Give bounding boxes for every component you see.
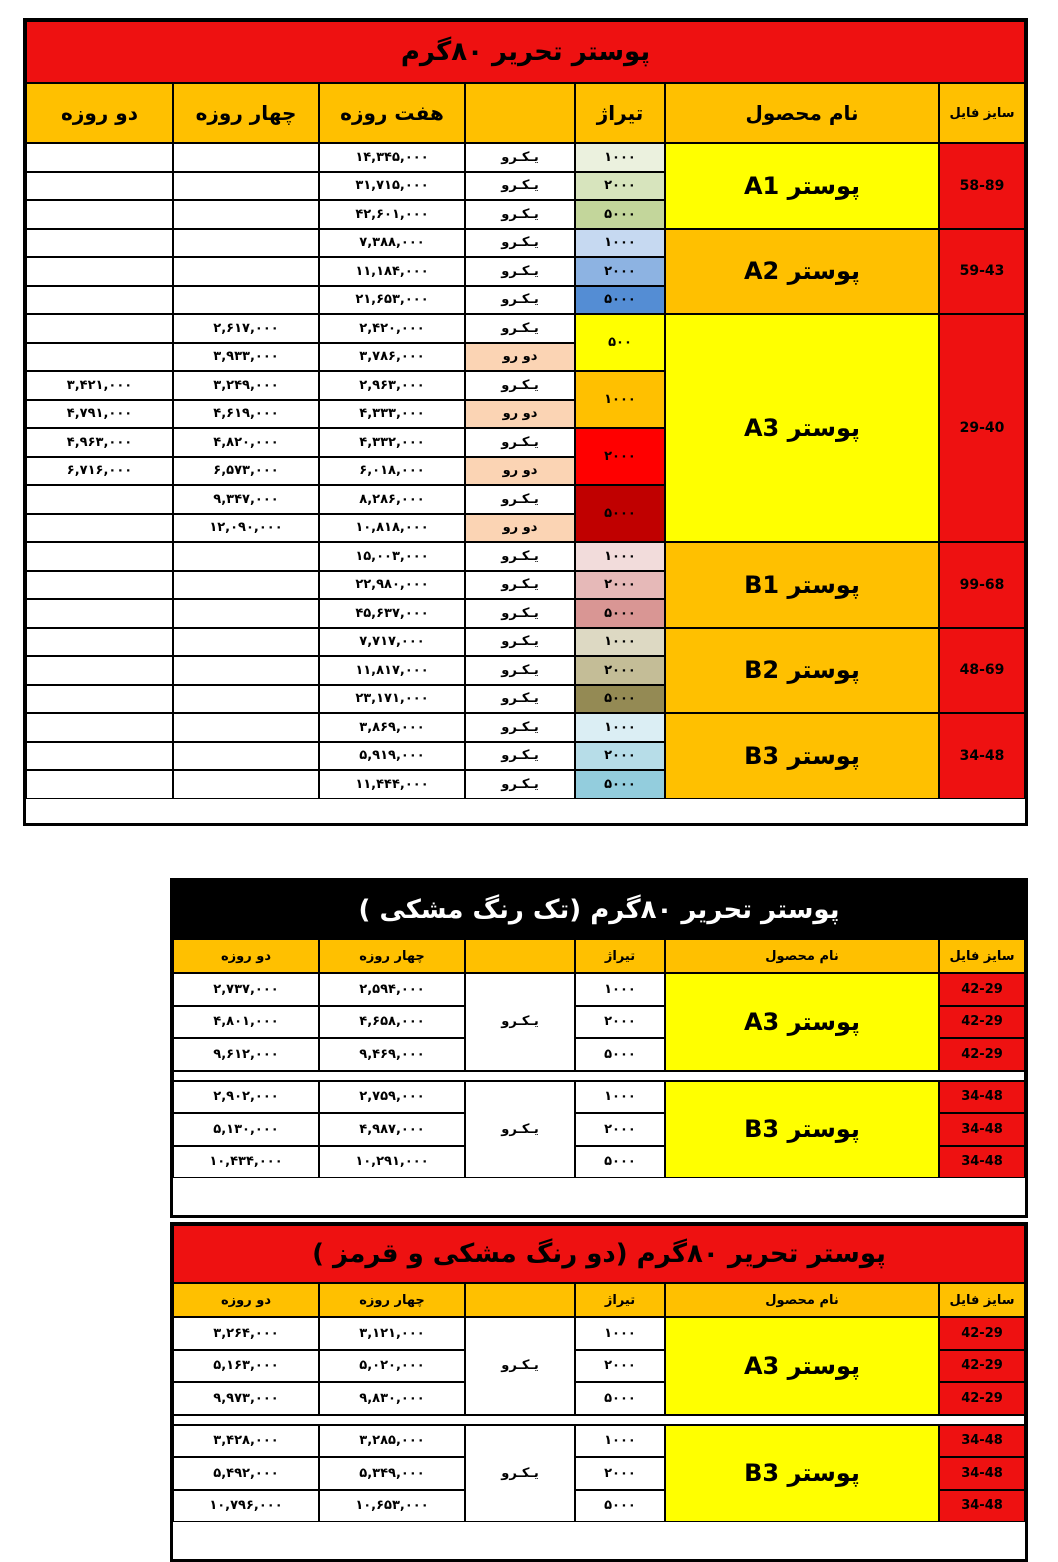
- print-side: یـکـرو: [465, 1081, 575, 1179]
- price-two-day: [26, 314, 173, 343]
- price-seven-day: ۲۱,۶۵۳,۰۰۰: [319, 286, 465, 315]
- price-two-day: ۹,۶۱۲,۰۰۰: [173, 1038, 319, 1071]
- table-title: پوستر تحریر ۸۰گرم: [26, 21, 1025, 83]
- table-title: پوستر تحریر ۸۰گرم (دو رنگ مشکی و قرمز ): [173, 1225, 1025, 1283]
- product-name: پوستر A3: [665, 1317, 939, 1415]
- print-side: دو رو: [465, 514, 575, 543]
- price-seven-day: ۱۵,۰۰۳,۰۰۰: [319, 542, 465, 571]
- qty-cell: ۲۰۰۰: [575, 1006, 665, 1039]
- price-two-day: [26, 286, 173, 315]
- qty-cell: ۵۰۰۰: [575, 200, 665, 229]
- header-side: [465, 1283, 575, 1317]
- price-seven-day: ۲,۴۲۰,۰۰۰: [319, 314, 465, 343]
- price-two-day: [26, 742, 173, 771]
- price-two-day: [26, 713, 173, 742]
- price-table-single-black: [170, 878, 1028, 1218]
- print-side: یـکـرو: [465, 143, 575, 172]
- qty-cell: ۵۰۰۰: [575, 485, 665, 542]
- price-four-day: [173, 229, 319, 258]
- price-seven-day: ۳,۸۶۹,۰۰۰: [319, 713, 465, 742]
- price-two-day: [26, 143, 173, 172]
- price-seven-day: ۱۱,۴۴۴,۰۰۰: [319, 770, 465, 799]
- file-size: 34-48: [939, 1081, 1025, 1114]
- price-seven-day: ۲,۹۶۳,۰۰۰: [319, 371, 465, 400]
- header-four-day: چهار روزه: [319, 1283, 465, 1317]
- price-two-day: ۱۰,۷۹۶,۰۰۰: [173, 1490, 319, 1523]
- file-size: 42-29: [939, 1038, 1025, 1071]
- file-size: 42-29: [939, 1382, 1025, 1415]
- price-two-day: ۴,۸۰۱,۰۰۰: [173, 1006, 319, 1039]
- header-four-day: چهار روزه: [173, 83, 319, 143]
- qty-cell: ۲۰۰۰: [575, 1113, 665, 1146]
- print-side: یـکـرو: [465, 685, 575, 714]
- price-two-day: [26, 656, 173, 685]
- print-side: یـکـرو: [465, 1317, 575, 1415]
- price-seven-day: ۱۴,۳۴۵,۰۰۰: [319, 143, 465, 172]
- price-two-day: ۴,۹۶۳,۰۰۰: [26, 428, 173, 457]
- price-two-day: ۵,۴۹۲,۰۰۰: [173, 1457, 319, 1490]
- price-table-black-red: [170, 1222, 1028, 1562]
- price-seven-day: ۷,۷۱۷,۰۰۰: [319, 628, 465, 657]
- product-name: پوستر B1: [665, 542, 939, 628]
- price-four-day: ۴,۸۲۰,۰۰۰: [173, 428, 319, 457]
- price-four-day: [173, 742, 319, 771]
- price-four-day: ۳,۲۸۵,۰۰۰: [319, 1425, 465, 1458]
- print-side: یـکـرو: [465, 286, 575, 315]
- price-four-day: ۳,۹۳۳,۰۰۰: [173, 343, 319, 372]
- price-four-day: ۵,۳۴۹,۰۰۰: [319, 1457, 465, 1490]
- price-two-day: [26, 685, 173, 714]
- price-two-day: ۲,۹۰۲,۰۰۰: [173, 1081, 319, 1114]
- header-file-size: سایز فایل: [939, 1283, 1025, 1317]
- file-size: 34-48: [939, 1146, 1025, 1179]
- price-four-day: ۹,۳۴۷,۰۰۰: [173, 485, 319, 514]
- header-file-size: سایز فایل: [939, 83, 1025, 143]
- file-size: 42-29: [939, 1317, 1025, 1350]
- qty-cell: ۵۰۰۰: [575, 1382, 665, 1415]
- header-product: نام محصول: [665, 939, 939, 973]
- price-seven-day: ۱۱,۱۸۴,۰۰۰: [319, 257, 465, 286]
- price-four-day: [173, 542, 319, 571]
- price-four-day: ۱۰,۲۹۱,۰۰۰: [319, 1146, 465, 1179]
- header-qty: تیراژ: [575, 83, 665, 143]
- header-two-day: دو روزه: [173, 1283, 319, 1317]
- file-size: 29-40: [939, 314, 1025, 542]
- price-seven-day: ۶,۰۱۸,۰۰۰: [319, 457, 465, 486]
- price-two-day: ۳,۲۶۴,۰۰۰: [173, 1317, 319, 1350]
- price-two-day: [26, 172, 173, 201]
- price-four-day: ۲,۵۹۴,۰۰۰: [319, 973, 465, 1006]
- price-seven-day: ۲۲,۹۸۰,۰۰۰: [319, 571, 465, 600]
- price-four-day: ۹,۴۶۹,۰۰۰: [319, 1038, 465, 1071]
- file-size: 34-48: [939, 1490, 1025, 1523]
- table-title: پوستر تحریر ۸۰گرم (تک رنگ مشکی ): [173, 881, 1025, 939]
- product-name: پوستر B3: [665, 1081, 939, 1179]
- file-size: 42-29: [939, 1350, 1025, 1383]
- price-four-day: ۹,۸۳۰,۰۰۰: [319, 1382, 465, 1415]
- price-four-day: [173, 599, 319, 628]
- price-seven-day: ۴۵,۶۳۷,۰۰۰: [319, 599, 465, 628]
- price-four-day: ۲,۷۵۹,۰۰۰: [319, 1081, 465, 1114]
- price-seven-day: ۳,۷۸۶,۰۰۰: [319, 343, 465, 372]
- product-name: پوستر A3: [665, 973, 939, 1071]
- file-size: 34-48: [939, 1457, 1025, 1490]
- product-name: پوستر A3: [665, 314, 939, 542]
- qty-cell: ۵۰۰۰: [575, 599, 665, 628]
- price-seven-day: ۱۰,۸۱۸,۰۰۰: [319, 514, 465, 543]
- product-name: پوستر B3: [665, 1425, 939, 1523]
- print-side: یـکـرو: [465, 314, 575, 343]
- print-side: یـکـرو: [465, 571, 575, 600]
- qty-cell: ۵۰۰۰: [575, 1038, 665, 1071]
- print-side: یـکـرو: [465, 542, 575, 571]
- qty-cell: ۲۰۰۰: [575, 742, 665, 771]
- price-two-day: [26, 200, 173, 229]
- qty-cell: ۵۰۰۰: [575, 685, 665, 714]
- print-side: یـکـرو: [465, 200, 575, 229]
- price-four-day: ۴,۶۱۹,۰۰۰: [173, 400, 319, 429]
- price-four-day: [173, 656, 319, 685]
- price-four-day: [173, 770, 319, 799]
- product-name: پوستر B2: [665, 628, 939, 714]
- qty-cell: ۱۰۰۰: [575, 143, 665, 172]
- print-side: یـکـرو: [465, 713, 575, 742]
- price-seven-day: ۷,۳۸۸,۰۰۰: [319, 229, 465, 258]
- qty-cell: ۱۰۰۰: [575, 1081, 665, 1114]
- price-seven-day: ۲۳,۱۷۱,۰۰۰: [319, 685, 465, 714]
- header-two-day: دو روزه: [173, 939, 319, 973]
- print-side: یـکـرو: [465, 229, 575, 258]
- file-size: 99-68: [939, 542, 1025, 628]
- price-two-day: [26, 485, 173, 514]
- print-side: یـکـرو: [465, 371, 575, 400]
- price-two-day: ۹,۹۷۳,۰۰۰: [173, 1382, 319, 1415]
- file-size: 42-29: [939, 1006, 1025, 1039]
- price-seven-day: ۴,۳۳۳,۰۰۰: [319, 400, 465, 429]
- file-size: 59-43: [939, 229, 1025, 315]
- price-two-day: [26, 542, 173, 571]
- price-four-day: [173, 200, 319, 229]
- price-two-day: [26, 599, 173, 628]
- price-four-day: ۳,۱۲۱,۰۰۰: [319, 1317, 465, 1350]
- price-four-day: [173, 257, 319, 286]
- print-side: دو رو: [465, 343, 575, 372]
- price-two-day: [26, 229, 173, 258]
- price-seven-day: ۳۱,۷۱۵,۰۰۰: [319, 172, 465, 201]
- price-four-day: ۵,۰۲۰,۰۰۰: [319, 1350, 465, 1383]
- qty-cell: ۵۰۰۰: [575, 286, 665, 315]
- file-size: 34-48: [939, 1425, 1025, 1458]
- price-two-day: ۴,۷۹۱,۰۰۰: [26, 400, 173, 429]
- print-side: یـکـرو: [465, 257, 575, 286]
- print-side: یـکـرو: [465, 628, 575, 657]
- print-side: دو رو: [465, 400, 575, 429]
- header-product: نام محصول: [665, 83, 939, 143]
- qty-cell: ۱۰۰۰: [575, 713, 665, 742]
- price-two-day: [26, 343, 173, 372]
- file-size: 34-48: [939, 713, 1025, 799]
- price-seven-day: ۱۱,۸۱۷,۰۰۰: [319, 656, 465, 685]
- qty-cell: ۲۰۰۰: [575, 257, 665, 286]
- header-qty: تیراژ: [575, 1283, 665, 1317]
- qty-cell: ۵۰۰: [575, 314, 665, 371]
- qty-cell: ۵۰۰۰: [575, 1490, 665, 1523]
- price-four-day: [173, 571, 319, 600]
- price-two-day: ۲,۷۳۷,۰۰۰: [173, 973, 319, 1006]
- price-four-day: ۱۲,۰۹۰,۰۰۰: [173, 514, 319, 543]
- header-side: [465, 939, 575, 973]
- price-two-day: ۶,۷۱۶,۰۰۰: [26, 457, 173, 486]
- price-two-day: [26, 514, 173, 543]
- price-four-day: [173, 286, 319, 315]
- header-seven-day: هفت روزه: [319, 83, 465, 143]
- price-four-day: [173, 628, 319, 657]
- qty-cell: ۱۰۰۰: [575, 1425, 665, 1458]
- print-side: یـکـرو: [465, 428, 575, 457]
- price-two-day: ۵,۱۳۰,۰۰۰: [173, 1113, 319, 1146]
- price-two-day: ۵,۱۶۳,۰۰۰: [173, 1350, 319, 1383]
- print-side: یـکـرو: [465, 485, 575, 514]
- print-side: یـکـرو: [465, 973, 575, 1071]
- group-separator: [173, 1415, 1025, 1425]
- print-side: یـکـرو: [465, 770, 575, 799]
- print-side: یـکـرو: [465, 599, 575, 628]
- qty-cell: ۲۰۰۰: [575, 1457, 665, 1490]
- price-two-day: ۱۰,۴۳۴,۰۰۰: [173, 1146, 319, 1179]
- price-two-day: [26, 770, 173, 799]
- price-two-day: [26, 628, 173, 657]
- price-four-day: [173, 172, 319, 201]
- qty-cell: ۱۰۰۰: [575, 229, 665, 258]
- qty-cell: ۲۰۰۰: [575, 656, 665, 685]
- price-two-day: [26, 257, 173, 286]
- product-name: پوستر A2: [665, 229, 939, 315]
- price-two-day: ۳,۴۲۱,۰۰۰: [26, 371, 173, 400]
- price-four-day: ۴,۶۵۸,۰۰۰: [319, 1006, 465, 1039]
- price-four-day: [173, 685, 319, 714]
- header-file-size: سایز فایل: [939, 939, 1025, 973]
- file-size: 48-69: [939, 628, 1025, 714]
- print-side: یـکـرو: [465, 656, 575, 685]
- price-table-main: [23, 18, 1028, 826]
- qty-cell: ۲۰۰۰: [575, 571, 665, 600]
- header-two-day: دو روزه: [26, 83, 173, 143]
- header-product: نام محصول: [665, 1283, 939, 1317]
- group-separator: [173, 1071, 1025, 1081]
- price-four-day: ۶,۵۷۳,۰۰۰: [173, 457, 319, 486]
- price-four-day: ۳,۲۴۹,۰۰۰: [173, 371, 319, 400]
- qty-cell: ۲۰۰۰: [575, 172, 665, 201]
- qty-cell: ۱۰۰۰: [575, 542, 665, 571]
- price-seven-day: ۴,۳۳۲,۰۰۰: [319, 428, 465, 457]
- header-side: [465, 83, 575, 143]
- qty-cell: ۱۰۰۰: [575, 1317, 665, 1350]
- price-four-day: ۲,۶۱۷,۰۰۰: [173, 314, 319, 343]
- qty-cell: ۵۰۰۰: [575, 1146, 665, 1179]
- file-size: 34-48: [939, 1113, 1025, 1146]
- print-side: یـکـرو: [465, 172, 575, 201]
- product-name: پوستر B3: [665, 713, 939, 799]
- price-seven-day: ۸,۲۸۶,۰۰۰: [319, 485, 465, 514]
- price-two-day: ۳,۴۲۸,۰۰۰: [173, 1425, 319, 1458]
- product-name: پوستر A1: [665, 143, 939, 229]
- price-seven-day: ۵,۹۱۹,۰۰۰: [319, 742, 465, 771]
- price-four-day: [173, 713, 319, 742]
- header-four-day: چهار روزه: [319, 939, 465, 973]
- print-side: یـکـرو: [465, 1425, 575, 1523]
- qty-cell: ۱۰۰۰: [575, 371, 665, 428]
- qty-cell: ۵۰۰۰: [575, 770, 665, 799]
- print-side: یـکـرو: [465, 742, 575, 771]
- price-seven-day: ۴۲,۶۰۱,۰۰۰: [319, 200, 465, 229]
- file-size: 42-29: [939, 973, 1025, 1006]
- print-side: دو رو: [465, 457, 575, 486]
- qty-cell: ۱۰۰۰: [575, 628, 665, 657]
- qty-cell: ۲۰۰۰: [575, 428, 665, 485]
- header-qty: تیراژ: [575, 939, 665, 973]
- price-two-day: [26, 571, 173, 600]
- price-four-day: ۴,۹۸۷,۰۰۰: [319, 1113, 465, 1146]
- price-four-day: [173, 143, 319, 172]
- price-four-day: ۱۰,۶۵۳,۰۰۰: [319, 1490, 465, 1523]
- qty-cell: ۲۰۰۰: [575, 1350, 665, 1383]
- file-size: 58-89: [939, 143, 1025, 229]
- qty-cell: ۱۰۰۰: [575, 973, 665, 1006]
